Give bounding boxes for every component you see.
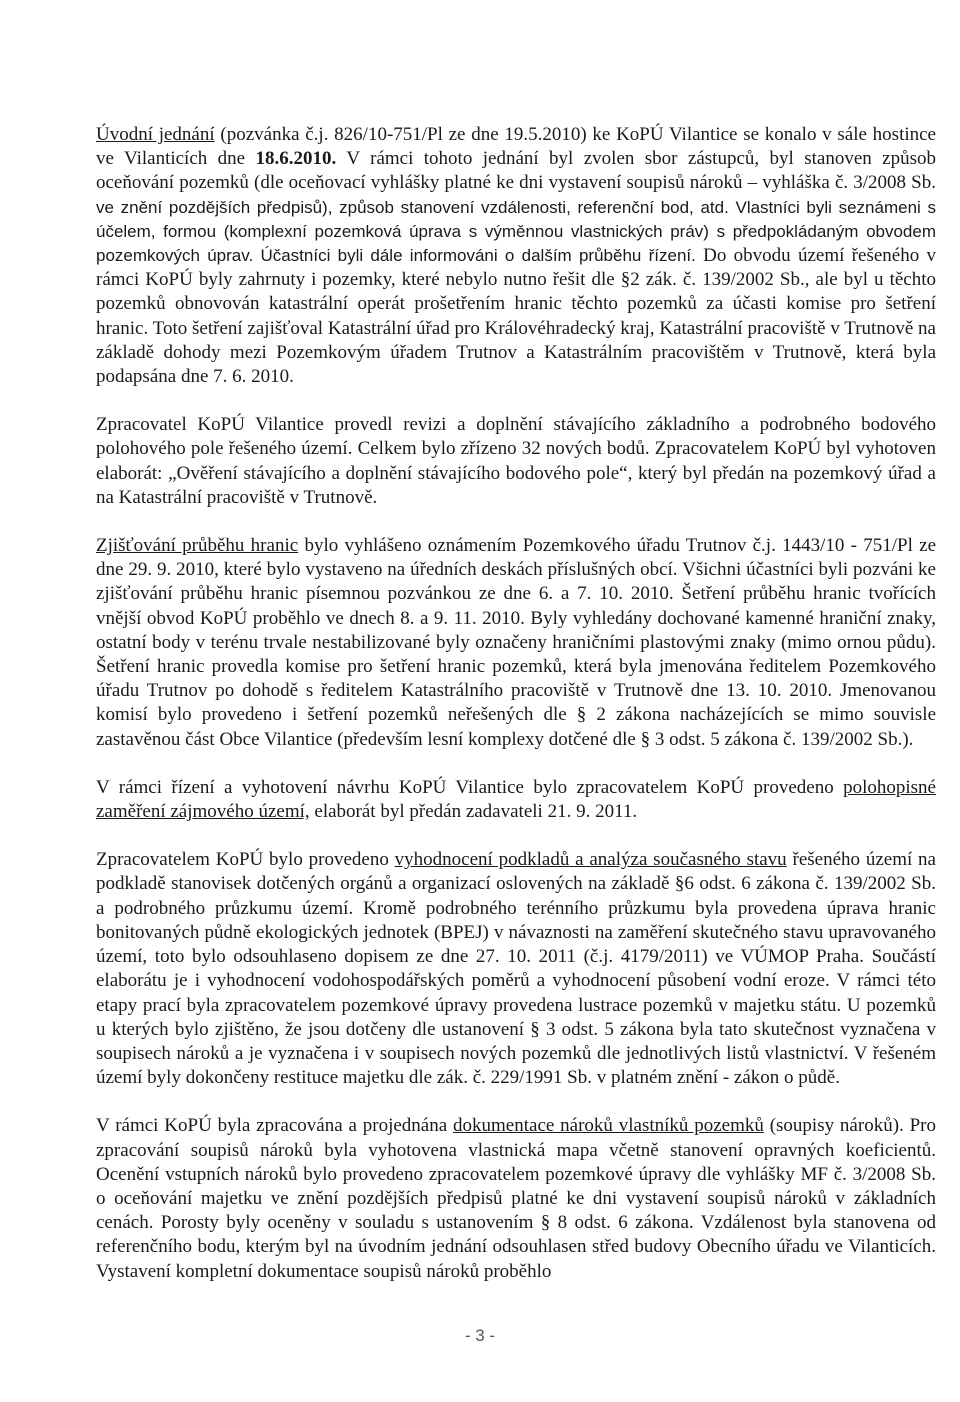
paragraph-polohopisne-zamereni	[96, 776, 936, 824]
text-segment: V rámci řízení a vyhotovení návrhu KoPÚ Vilantice bylo zpracovatelem KoPÚ provedeno	[96, 776, 844, 798]
text-segment: Úvodní jednání	[96, 124, 215, 145]
text-segment: řešeného území na podkladě stanovisek dotčených orgánů a organizací oslovených na základě §6 odst. 6 zákona č. 139/2002 Sb. a podrobného průzkumu území. Kromě podrobného terénního průzkumu byla provedena úprava hranic bonitovaných půdně ekologických jednotek (BPEJ) v návaznosti na zaměření skutečného stavu upravovaného území, toto bylo odsouhlaseno dopisem ze dne 27. 10. 2011 (č.j. 4179/2011) ve VÚMOP Praha. Součástí elaborátu je i vyhodnocení vodohospodářských poměrů a vyhodnocení působení vodní eroze. V rámci této etapy prací byla zpracovatelem pozemkové úpravy provedena lustrace pozemků v majetku státu. U pozemků u kterých bylo zjištěno, že jsou dotčeny dle ustanovení § 3 odst. 5 zákona byla tato skutečnost vyznačena v soupisech nároků a je vyznačena i v soupisech nových pozemků dle jednotlivých listů vlastnictví. V řešeném území byly dokončeny restituce majetku dle zák. č. 229/1991 Sb. v platném znění - zákon o půdě.	[96, 849, 936, 1089]
page-number: - 3 -	[464, 1326, 496, 1345]
paragraph-dokumentace-naroku	[96, 1114, 936, 1283]
text-segment: Zpracovatel KoPÚ Vilantice provedl revizi a doplnění stávajícího základního a podrobného bodového polohového pole řešeného území. Celkem bylo zřízeno 32 nových bodů. Zpracovatelem KoPÚ byl vyhotoven elaborát: „Ověření stávajícího a doplnění stávajícího bodového pole“, který byl předán na pozemkový úřad a na Katastrální pracoviště v Trutnově.	[96, 414, 936, 508]
document-page	[96, 123, 936, 1284]
text-segment: (pozvánka č.j. 826/10-751/Pl ze dne 19.5.2010) ke KoPÚ Vilantice se konalo v sále hostince ve Vilanticích dne	[96, 124, 936, 170]
text-segment: Zjišťování průběhu hranic	[96, 535, 299, 557]
text-segment: Do obvodu území řešeného v rámci KoPÚ byly zahrnuty i pozemky, které nebylo nutno řešit dle §2 zák. č. 139/2002 Sb., ale byl u těchto pozemků obnovován katastrální operát prošetřením hranic těchto pozemků za účasti komise pro šetření hranic. Toto šetření zajišťoval Katastrální úřad pro Královéhradecký kraj, Katastrální pracoviště v Trutnově na základě dohody mezi Pozemkovým úřadem Trutnov a Katastrálním pracovištěm v Trutnově, která byla podapsána dne 7. 6. 2010.	[96, 245, 936, 388]
text-segment: bylo vyhlášeno oznámením Pozemkového úřadu Trutnov č.j. 1443/10 - 751/Pl ze dne 29. 9. 2010, které bylo vystaveno na úředních deskách příslušných obcí. Všichni účastníci byli pozváni ke zjišťování průběhu hranic písemnou pozvánkou ze dne 6. a 7. 10. 2010. Šetření průběhu hranic tvořících vnější obvod KoPÚ proběhlo ve dnech 8. a 9. 11. 2010. Byly vyhledány dochované kamenné hraniční znaky, ostatní body v terénu trvale nestabilizované byly označeny hraničními plastovými znaky (mimo ornou půdu). Šetření hranic provedla komise pro šetření hranic pozemků, která byla jmenována ředitelem Pozemkového úřadu Trutnov po dohodě s ředitelem Katastrálního pracoviště v Trutnově dne 13. 10. 2010. Jmenovanou komisí bylo provedeno i šetření pozemků neřešených dle § 2 zákona nacházejících se mimo souvisle zastavěnou část Obce Vilantice (především lesní komplexy dotčené dle § 3 odst. 5 zákona č. 139/2002 Sb.).	[96, 535, 937, 750]
text-segment: dokumentace nároků vlastníků pozemků	[453, 1115, 764, 1137]
text-segment: elaborát byl předán zadavateli 21. 9. 2011.	[309, 801, 638, 823]
text-segment: 18.6.2010.	[255, 148, 337, 170]
text-segment: vyhodnocení podkladů a analýza současného stavu	[394, 849, 787, 871]
paragraph-bodove-pole	[96, 413, 936, 510]
paragraph-zjistovani-hranic	[96, 534, 936, 752]
text-segment: (soupisy nároků). Pro zpracování soupisů nároků byla vyhotovena vlastnická mapa včetně stanovení opravných koeficientů. Ocenění vstupních nároků bylo provedeno zpracovatelem pozemkové úpravy dle vyhlášky MF č. 3/2008 Sb. o oceňování majetku ve znění pozdějších předpisů platné ke dni vystavení soupisů nároků v základních cenách. Porosty byly oceněny v souladu s ustanovením § 8 odst. 6 zákona. Vzdálenost byla stanovena od referenčního bodu, kterým byl na úvodním jednání odsouhlasen střed budovy Obecního úřadu ve Vilanticích. Vystavení kompletní dokumentace soupisů nároků proběhlo	[96, 1115, 936, 1282]
text-segment: ve znění pozdějších předpisů), způsob stanovení vzdálenosti, referenční bod, atd. Vlastníci byli seznámeni s účelem, formou (komplexní pozemková úprava s výměnnou vlastnických práv) s předpokládaným obvodem pozemkových úprav. Účastníci byli dále informováni o dalším průběhu řízení.	[96, 197, 936, 266]
text-segment: V rámci KoPÚ byla zpracována a projednána	[96, 1115, 454, 1137]
text-segment: V rámci tohoto jednání byl zvolen sbor zástupců, byl stanoven způsob oceňování pozemků (dle oceňovací vyhlášky platné ke dni vystavení soupisů nároků – vyhláška č. 3/2008 Sb.	[96, 148, 937, 194]
text-segment: polohopisné zaměření zájmového území,	[96, 776, 936, 823]
paragraph-uvodni-jednani	[96, 123, 936, 389]
text-segment: Zpracovatelem KoPÚ bylo provedeno	[96, 849, 395, 871]
paragraph-analyza-stavu	[96, 848, 936, 1090]
